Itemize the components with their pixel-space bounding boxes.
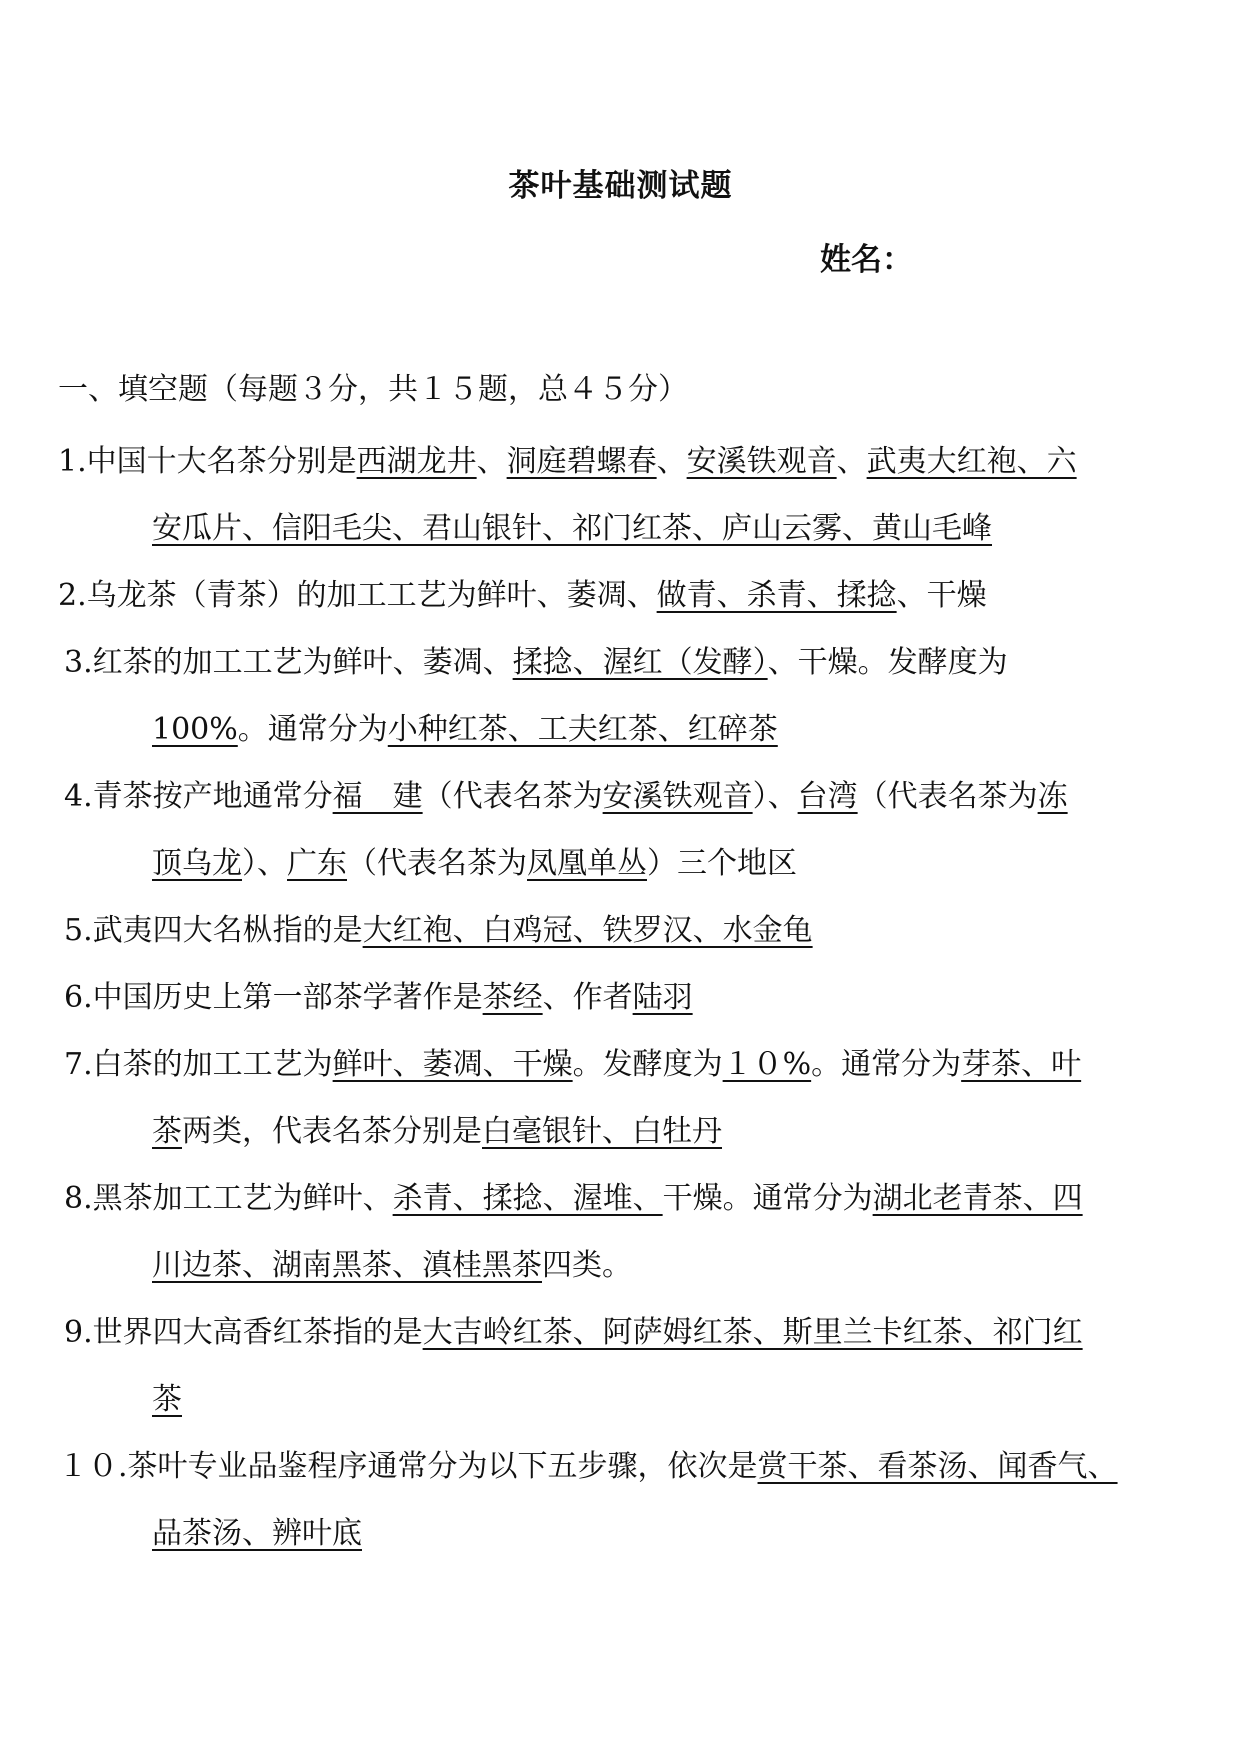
answer-text: 安溪铁观音: [602, 779, 753, 814]
question-text: 。发酵度为: [572, 1047, 723, 1082]
question-text: （代表名茶为: [347, 846, 527, 881]
question-1: [0, 428, 1241, 562]
question-text: 四类。: [542, 1248, 632, 1283]
question-line-continued: [0, 1098, 1241, 1165]
answer-text: 小种红茶、工夫红茶、红碎茶: [387, 712, 778, 747]
question-6: [0, 964, 1241, 1031]
question-line: [0, 629, 1241, 696]
question-10: [0, 1433, 1241, 1567]
question-text: １０.茶叶专业品鉴程序通常分为以下五步骤，依次是: [58, 1449, 758, 1484]
question-text: 、: [476, 444, 507, 479]
question-text: （代表名茶为: [857, 779, 1038, 814]
question-text: 干燥。通常分为: [662, 1181, 873, 1216]
question-text: 、干燥。发酵度为: [767, 645, 1008, 680]
answer-text: 武夷大红袍、六: [866, 444, 1077, 479]
answer-text: 湖北老青茶、四: [872, 1181, 1083, 1216]
question-line: [0, 964, 1241, 1031]
question-text: 、作者: [542, 980, 633, 1015]
question-line: [0, 763, 1241, 830]
question-text: 、干燥: [896, 578, 987, 613]
answer-text: １０%: [722, 1047, 812, 1082]
answer-text: 陆羽: [632, 980, 693, 1015]
answer-text: 洞庭碧螺春: [506, 444, 657, 479]
question-text: 。通常分为: [811, 1047, 962, 1082]
question-text: 1.中国十大名茶分别是: [58, 444, 357, 479]
answer-text: 川边茶、湖南黑茶、滇桂黑茶: [152, 1248, 542, 1283]
answer-text: 鲜叶、萎凋、干燥: [332, 1047, 573, 1082]
question-text: 4.青茶按产地通常分: [64, 779, 333, 814]
answer-text: 赏干茶、看茶汤、闻香气、: [757, 1449, 1118, 1484]
section-heading: 一、填空题（每题３分，共１５题，总４５分）: [58, 372, 688, 407]
question-line-continued: [0, 1500, 1241, 1567]
question-line: [0, 1031, 1241, 1098]
question-text: 。通常分为: [237, 712, 388, 747]
question-2: [0, 562, 1241, 629]
answer-text: 安瓜片、信阳毛尖、君山银针、祁门红茶、庐山云雾、黄山毛峰: [152, 511, 992, 546]
question-9: [0, 1299, 1241, 1433]
question-line: [0, 1165, 1241, 1232]
answer-text: 西湖龙井: [356, 444, 477, 479]
answer-text: 白毫银针、白牡丹: [482, 1114, 722, 1149]
question-4: [0, 763, 1241, 897]
question-line-continued: [0, 495, 1241, 562]
answer-text: 杀青、揉捻、渥堆、: [392, 1181, 663, 1216]
answer-text: 大红袍、白鸡冠、铁罗汉、水金龟: [362, 913, 813, 948]
name-label: 姓名：: [820, 242, 913, 278]
answer-text: 揉捻、渥红（发酵）: [512, 645, 768, 680]
question-text: 2.乌龙茶（青茶）的加工工艺为鲜叶、萎凋、: [58, 578, 657, 613]
question-text: 8.黑茶加工工艺为鲜叶、: [64, 1181, 393, 1216]
question-text: ）三个地区: [647, 846, 797, 881]
answer-text: 芽茶、叶: [961, 1047, 1082, 1082]
question-text: 两类，代表名茶分别是: [182, 1114, 482, 1149]
page-title: 茶叶基础测试题: [508, 168, 733, 204]
question-text: 9.世界四大高香红茶指的是: [64, 1315, 423, 1350]
question-line: [0, 1299, 1241, 1366]
question-line: [0, 1433, 1241, 1500]
question-line-continued: [0, 696, 1241, 763]
question-7: [0, 1031, 1241, 1165]
question-line: [0, 562, 1241, 629]
question-text: 3.红茶的加工工艺为鲜叶、萎凋、: [64, 645, 513, 680]
question-text: ）、: [242, 846, 287, 881]
question-line-continued: [0, 830, 1241, 897]
answer-text: 台湾: [797, 779, 858, 814]
question-line: [0, 428, 1241, 495]
question-8: [0, 1165, 1241, 1299]
question-text: 、: [656, 444, 687, 479]
question-5: [0, 897, 1241, 964]
answer-text: 茶: [152, 1382, 182, 1417]
question-text: 7.白茶的加工工艺为: [64, 1047, 333, 1082]
answer-text: 安溪铁观音: [686, 444, 837, 479]
answer-text: 茶: [152, 1114, 182, 1149]
answer-text: 品茶汤、辨叶底: [152, 1516, 362, 1551]
question-line: [0, 897, 1241, 964]
question-list: [0, 428, 1241, 1567]
question-text: 、: [836, 444, 867, 479]
question-text: 5.武夷四大名枞指的是: [64, 913, 363, 948]
question-line-continued: [0, 1366, 1241, 1433]
answer-text: 做青、杀青、揉捻: [656, 578, 897, 613]
answer-text: 100%: [152, 712, 238, 747]
answer-text: 福 建: [332, 779, 423, 814]
question-3: [0, 629, 1241, 763]
answer-text: 顶乌龙: [152, 846, 242, 881]
answer-text: 大吉岭红茶、阿萨姆红茶、斯里兰卡红茶、祁门红: [422, 1315, 1083, 1350]
answer-text: 凤凰单丛: [527, 846, 647, 881]
answer-text: 广东: [287, 846, 347, 881]
question-text: （代表名茶为: [422, 779, 603, 814]
answer-text: 茶经: [482, 980, 543, 1015]
question-text: ）、: [752, 779, 798, 814]
question-line-continued: [0, 1232, 1241, 1299]
answer-text: 冻: [1037, 779, 1068, 814]
question-text: 6.中国历史上第一部茶学著作是: [64, 980, 483, 1015]
